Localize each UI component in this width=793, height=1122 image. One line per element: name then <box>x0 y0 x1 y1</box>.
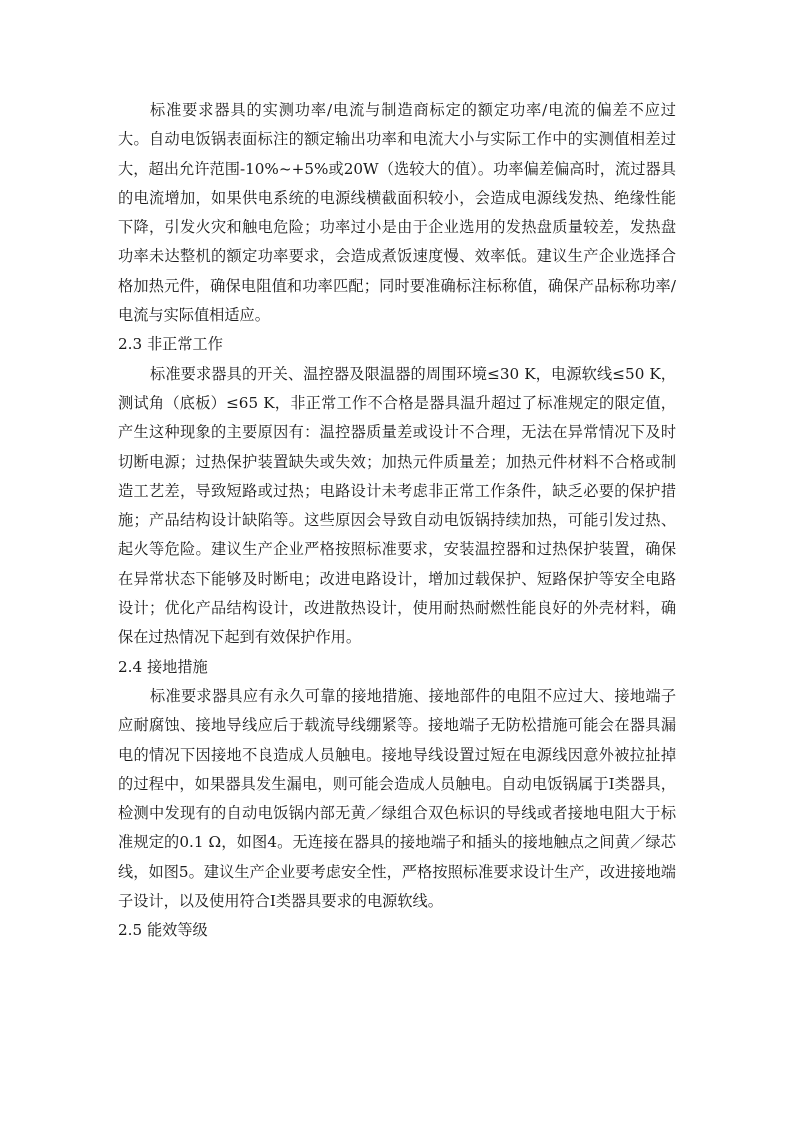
section-heading-2-5: 2.5 能效等级 <box>118 921 208 940</box>
document-body <box>118 96 676 946</box>
paragraph-earthing: 标准要求器具应有永久可靠的接地措施、接地部件的电阻不应过大、接地端子应耐腐蚀、接地导线应后于载流导线绷紧等。接地端子无防松措施可能会在器具漏电的情况下因接地不良造成人员触电。接地导线设置过短在电源线因意外被拉扯掉的过程中，如果器具发生漏电，则可能会造成人员触电。自动电饭锅属于I类器具，检测中发现有的自动电饭锅内部无黄／绿组合双色标识的导线或者接地电阻大于标准规定的0.1 Ω，如图4。无连接在器具的接地端子和插头的接地触点之间黄／绿芯线，如图5。建议生产企业要考虑安全性，严格按照标准要求设计生产，改进接地端子设计，以及使用符合I类器具要求的电源软线。 <box>118 686 676 911</box>
paragraph-power-deviation: 标准要求器具的实测功率/电流与制造商标定的额定功率/电流的偏差不应过大。自动电饭锅表面标注的额定输出功率和电流大小与实际工作中的实测值相差过大，超出允许范围-10%~+5%或20W（选较大的值）。功率偏差偏高时，流过器具的电流增加，如果供电系统的电源线横截面积较小，会造成电源线发热、绝缘性能下降，引发火灾和触电危险；功率过小是由于企业选用的发热盘质量较差，发热盘功率未达整机的额定功率要求，会造成煮饭速度慢、效率低。建议生产企业选择合格加热元件，确保电阻值和功率匹配；同时要准确标注标称值，确保产品标称功率/电流与实际值相适应。 <box>118 101 676 325</box>
paragraph-abnormal-operation: 标准要求器具的开关、温控器及限温器的周围环境≤30 K，电源软线≤50 K，测试角（底板）≤65 K，非正常工作不合格是器具温升超过了标准规定的限定值，产生这种现象的主要原因有：温控器质量差或设计不合理，无法在异常情况下及时切断电源；过热保护装置缺失或失效；加热元件质量差；加热元件材料不合格或制造工艺差，导致短路或过热；电路设计未考虑非正常工作条件，缺乏必要的保护措施；产品结构设计缺陷等。这些原因会导致自动电饭锅持续加热，可能引发过热、起火等危险。建议生产企业严格按照标准要求，安装温控器和过热保护装置，确保在异常状态下能够及时断电；改进电路设计，增加过载保护、短路保护等安全电路设计；优化产品结构设计，改进散热设计，使用耐热耐燃性能良好的外壳材料，确保在过热情况下起到有效保护作用。 <box>118 364 676 647</box>
section-heading-2-3: 2.3 非正常工作 <box>118 335 223 354</box>
section-heading-2-4: 2.4 接地措施 <box>118 657 208 676</box>
